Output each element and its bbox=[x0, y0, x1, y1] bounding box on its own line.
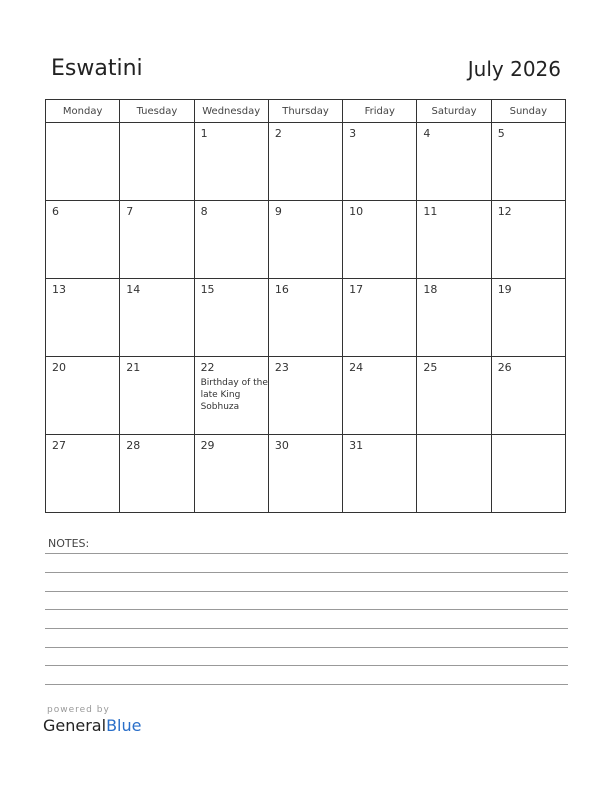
day-number: 11 bbox=[423, 205, 438, 218]
day-cell bbox=[120, 279, 194, 357]
day-number: 18 bbox=[423, 283, 438, 296]
day-number: 6 bbox=[52, 205, 59, 218]
day-cell bbox=[46, 357, 120, 435]
weekday-header: Monday bbox=[46, 100, 120, 123]
day-cell bbox=[491, 123, 565, 201]
day-number: 16 bbox=[274, 283, 289, 296]
day-cell bbox=[343, 435, 417, 513]
day-number: 9 bbox=[274, 205, 282, 218]
weekday-header: Wednesday bbox=[194, 100, 268, 123]
notes-line bbox=[45, 591, 568, 592]
notes-line bbox=[45, 628, 568, 629]
day-cell bbox=[343, 123, 417, 201]
week-row bbox=[46, 435, 566, 513]
day-cell bbox=[417, 357, 491, 435]
notes-line bbox=[45, 609, 568, 610]
day-number: 28 bbox=[126, 439, 141, 452]
day-number: 23 bbox=[274, 361, 289, 374]
week-row bbox=[46, 201, 566, 279]
day-number: 14 bbox=[126, 283, 141, 296]
weekday-header: Thursday bbox=[268, 100, 342, 123]
weekday-header: Sunday bbox=[491, 100, 565, 123]
day-number: 21 bbox=[126, 361, 141, 374]
day-number: 15 bbox=[200, 283, 215, 296]
day-cell bbox=[194, 123, 268, 201]
day-number: 30 bbox=[274, 439, 289, 452]
country-title: Eswatini bbox=[51, 56, 143, 81]
notes-line bbox=[45, 572, 568, 573]
notes-line bbox=[45, 665, 568, 666]
day-cell bbox=[268, 435, 342, 513]
day-number: 17 bbox=[349, 283, 364, 296]
day-cell bbox=[194, 357, 268, 435]
weekday-header: Tuesday bbox=[120, 100, 194, 123]
weekday-header: Friday bbox=[343, 100, 417, 123]
notes-line bbox=[45, 684, 568, 685]
day-cell bbox=[194, 201, 268, 279]
day-number: 25 bbox=[423, 361, 438, 374]
day-cell bbox=[343, 357, 417, 435]
day-cell bbox=[194, 279, 268, 357]
day-number: 1 bbox=[200, 127, 208, 140]
notes-line bbox=[45, 647, 568, 648]
day-cell bbox=[491, 435, 565, 513]
day-number: 3 bbox=[349, 127, 357, 140]
day-cell bbox=[491, 279, 565, 357]
day-cell bbox=[268, 123, 342, 201]
day-cell bbox=[491, 201, 565, 279]
day-number: 19 bbox=[497, 283, 512, 296]
logo-general-text: General bbox=[43, 716, 107, 735]
day-cell bbox=[194, 435, 268, 513]
day-number: 7 bbox=[126, 205, 134, 218]
day-cell bbox=[417, 123, 491, 201]
week-row bbox=[46, 279, 566, 357]
generalblue-logo bbox=[43, 716, 141, 735]
day-number: 4 bbox=[423, 127, 431, 140]
day-cell bbox=[120, 123, 194, 201]
day-cell bbox=[268, 357, 342, 435]
day-number: 12 bbox=[497, 205, 512, 218]
notes-line bbox=[45, 553, 568, 554]
day-cell bbox=[417, 201, 491, 279]
day-number: 2 bbox=[274, 127, 282, 140]
day-cell bbox=[120, 201, 194, 279]
day-cell bbox=[120, 435, 194, 513]
day-cell bbox=[268, 201, 342, 279]
day-number: 5 bbox=[497, 127, 505, 140]
day-number: 8 bbox=[200, 205, 208, 218]
month-title: July 2026 bbox=[467, 57, 561, 81]
powered-by-text: powered by bbox=[47, 705, 110, 715]
day-number: 10 bbox=[349, 205, 364, 218]
day-cell bbox=[417, 279, 491, 357]
logo-blue-text: Blue bbox=[106, 716, 142, 735]
day-number: 22 bbox=[200, 361, 215, 374]
week-row bbox=[46, 357, 566, 435]
day-cell bbox=[491, 357, 565, 435]
day-cell bbox=[343, 201, 417, 279]
day-cell bbox=[46, 435, 120, 513]
weekday-header: Saturday bbox=[417, 100, 491, 123]
notes-label: NOTES: bbox=[48, 537, 90, 550]
day-cell bbox=[46, 123, 120, 201]
day-cell bbox=[120, 357, 194, 435]
day-number: 13 bbox=[52, 283, 66, 296]
day-number: 27 bbox=[52, 439, 66, 452]
day-cell bbox=[343, 279, 417, 357]
week-row bbox=[46, 123, 566, 201]
day-number: 29 bbox=[200, 439, 215, 452]
weekday-header-row bbox=[46, 100, 566, 123]
day-cell bbox=[417, 435, 491, 513]
day-number: 24 bbox=[349, 361, 364, 374]
day-cell bbox=[268, 279, 342, 357]
day-cell bbox=[46, 201, 120, 279]
day-cell bbox=[46, 279, 120, 357]
day-number: 31 bbox=[349, 439, 364, 452]
calendar-grid bbox=[45, 99, 566, 513]
day-number: 20 bbox=[52, 361, 66, 374]
holiday-label: Birthday of the late King Sobhuza bbox=[200, 378, 268, 412]
day-number: 26 bbox=[497, 361, 512, 374]
